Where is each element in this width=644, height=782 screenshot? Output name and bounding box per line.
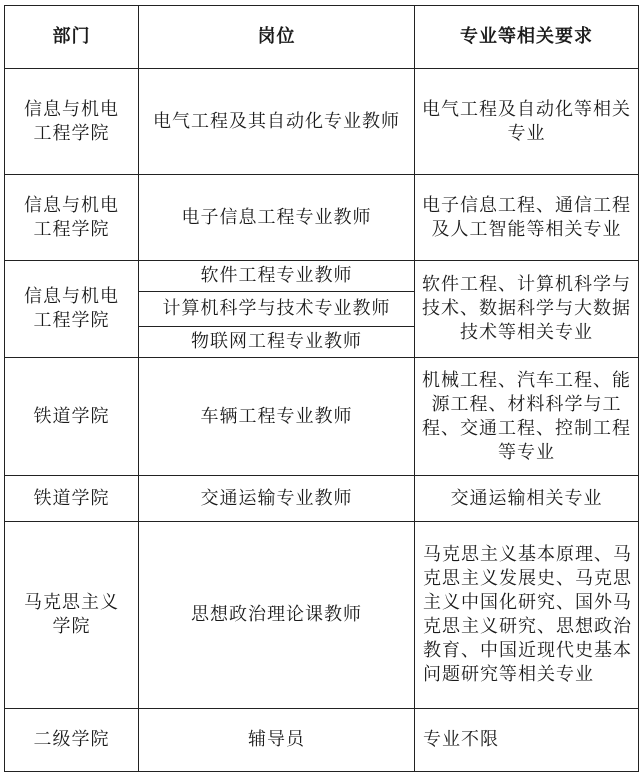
table-header-row: [5, 6, 639, 69]
table-row: [5, 522, 639, 709]
dept-cell: 信息与机电工程学院: [5, 175, 139, 261]
requirement-cell: 马克思主义基本原理、马克思主义发展史、马克思主义中国化研究、国外马克思主义研究、思想政治教育、中国近现代史基本问题研究等相关专业: [415, 522, 639, 709]
positions-table: [4, 5, 639, 772]
header-requirement: 专业等相关要求: [415, 6, 639, 69]
dept-cell: 马克思主义学院: [5, 522, 139, 709]
requirement-cell: 机械工程、汽车工程、能源工程、材料科学与工程、交通工程、控制工程等专业: [415, 358, 639, 476]
position-cell: 交通运输专业教师: [139, 476, 415, 522]
position-cell: 思想政治理论课教师: [139, 522, 415, 709]
table-row: [5, 709, 639, 772]
position-cell: 电气工程及其自动化专业教师: [139, 69, 415, 175]
table-row: [5, 69, 639, 175]
requirement-cell: 交通运输相关专业: [415, 476, 639, 522]
dept-cell: 铁道学院: [5, 476, 139, 522]
position-cell: 辅导员: [139, 709, 415, 772]
table-row: [5, 358, 639, 476]
header-position: 岗位: [139, 6, 415, 69]
table-row: [5, 175, 639, 261]
requirement-cell: 电气工程及自动化等相关专业: [415, 69, 639, 175]
table-row: [5, 476, 639, 522]
dept-cell: 二级学院: [5, 709, 139, 772]
requirement-cell: 电子信息工程、通信工程及人工智能等相关专业: [415, 175, 639, 261]
header-dept: 部门: [5, 6, 139, 69]
position-cell: 计算机科学与技术专业教师: [139, 292, 415, 327]
position-cell: 物联网工程专业教师: [139, 327, 415, 358]
dept-cell: 信息与机电工程学院: [5, 69, 139, 175]
dept-cell: 铁道学院: [5, 358, 139, 476]
position-cell: 软件工程专业教师: [139, 261, 415, 292]
requirement-cell: 软件工程、计算机科学与技术、数据科学与大数据技术等相关专业: [415, 261, 639, 358]
dept-cell: 信息与机电工程学院: [5, 261, 139, 358]
table-row: [5, 261, 639, 292]
position-cell: 电子信息工程专业教师: [139, 175, 415, 261]
requirement-cell: 专业不限: [415, 709, 639, 772]
position-cell: 车辆工程专业教师: [139, 358, 415, 476]
